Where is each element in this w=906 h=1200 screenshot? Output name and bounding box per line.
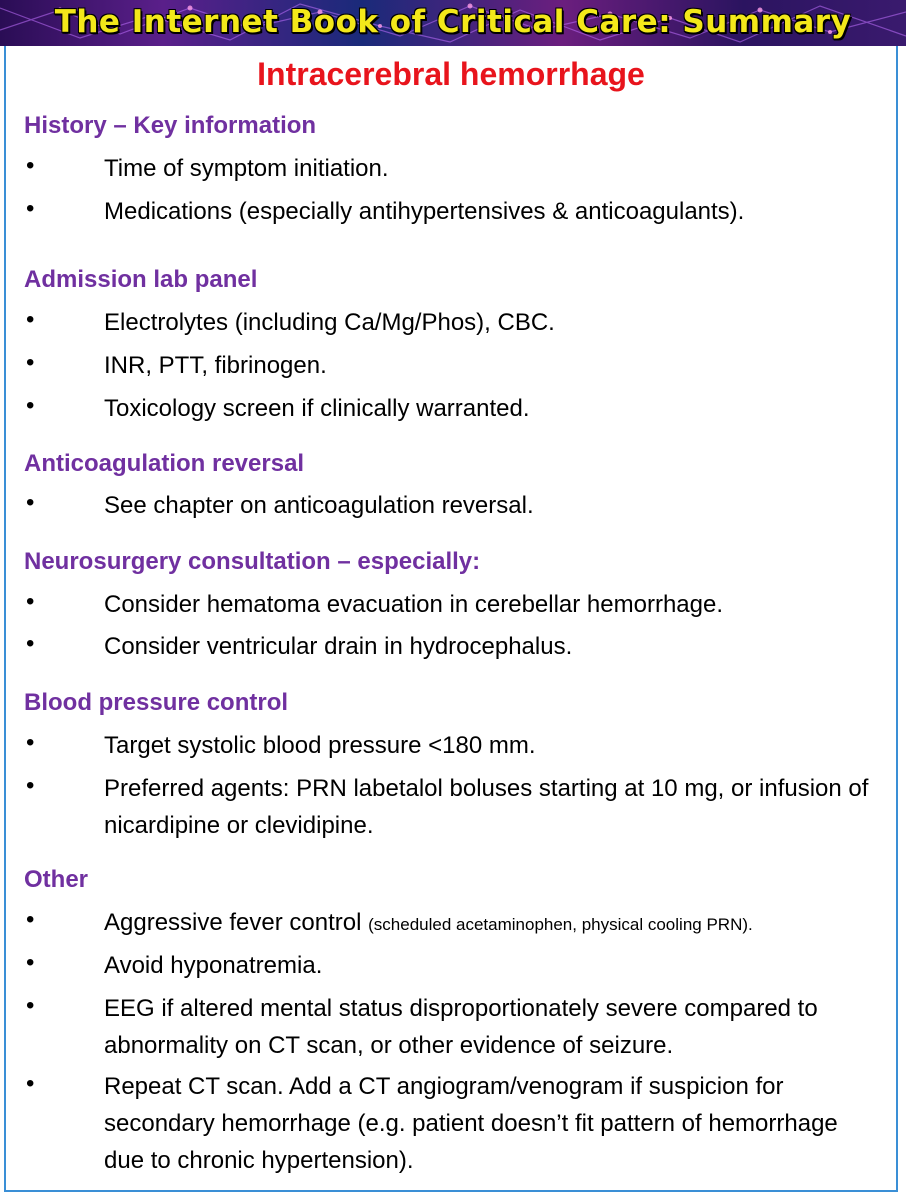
- bullet: •: [26, 306, 35, 333]
- list-item: Medications (especially antihypertensives & anticoagulants).: [104, 198, 745, 225]
- list-item: Preferred agents: PRN labetalol boluses starting at 10 mg, or infusion of nicardipine or clevidipine.: [104, 775, 869, 839]
- bullet: •: [26, 1070, 35, 1097]
- list-item: Repeat CT scan. Add a CT angiogram/venogram if suspicion for secondary hemorrhage (e.g. patient doesn’t fit pattern of hemorrhage due to chronic hypertension).: [104, 1073, 838, 1174]
- bullet: •: [26, 588, 35, 615]
- section-heading-blood-pressure: Blood pressure control: [24, 689, 289, 716]
- list-item: Toxicology screen if clinically warranted.: [104, 395, 530, 422]
- bullet: •: [26, 152, 35, 179]
- bullet: •: [26, 992, 35, 1019]
- bullet: •: [26, 906, 35, 933]
- list-item: Consider hematoma evacuation in cerebellar hemorrhage.: [104, 591, 724, 618]
- header-banner: [0, 0, 906, 46]
- bullet: •: [26, 349, 35, 376]
- bullet: •: [26, 392, 35, 419]
- bullet: •: [26, 630, 35, 657]
- list-item: See chapter on anticoagulation reversal.: [104, 492, 534, 519]
- list-item: Time of symptom initiation.: [104, 155, 389, 182]
- list-item: Target systolic blood pressure <180 mm.: [104, 732, 536, 759]
- list-item: Consider ventricular drain in hydrocephalus.: [104, 633, 573, 660]
- bullet: •: [26, 949, 35, 976]
- page-title: Intracerebral hemorrhage: [257, 56, 645, 92]
- bullet: •: [26, 729, 35, 756]
- item-main-text: Aggressive fever control: [104, 909, 369, 936]
- item-note: (scheduled acetaminophen, physical cooling PRN).: [368, 915, 753, 934]
- section-heading-anticoagulation: Anticoagulation reversal: [24, 450, 305, 477]
- list-item: [104, 904, 884, 943]
- summary-card: [4, 46, 898, 1192]
- list-item: INR, PTT, fibrinogen.: [104, 352, 327, 379]
- bullet: •: [26, 195, 35, 222]
- list-item: Avoid hyponatremia.: [104, 952, 323, 979]
- banner-title: The Internet Book of Critical Care: Summary: [54, 4, 852, 40]
- bullet: •: [26, 489, 35, 516]
- list-item: Electrolytes (including Ca/Mg/Phos), CBC.: [104, 309, 555, 336]
- list-item: EEG if altered mental status disproportionately severe compared to abnormality on CT scan, or other evidence of seizure.: [104, 995, 818, 1059]
- section-heading-lab-panel: Admission lab panel: [24, 266, 258, 293]
- section-heading-history: History – Key information: [24, 112, 317, 139]
- bullet: •: [26, 772, 35, 799]
- section-heading-neurosurgery: Neurosurgery consultation – especially:: [24, 548, 481, 575]
- section-heading-other: Other: [24, 866, 89, 893]
